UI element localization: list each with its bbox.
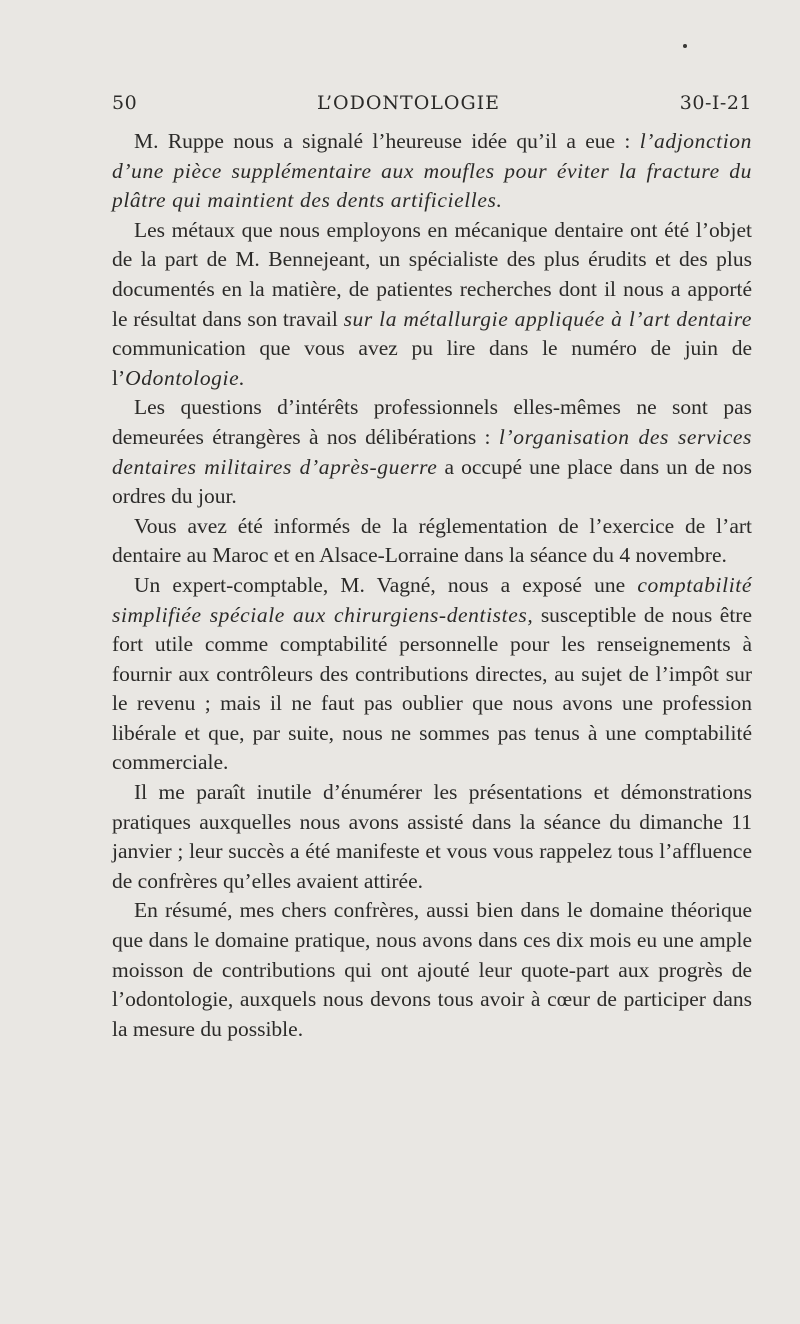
text-run: communication que vous avez pu lire dans le numéro de juin de l’ (112, 336, 752, 390)
running-header (112, 92, 752, 122)
article-body (112, 127, 752, 1044)
paragraph (112, 512, 752, 571)
text-run: susceptible de nous être fort utile comme comptabilité personnelle pour les renseignements à fournir aux contrôleurs des contributions directes, au sujet de l’impôt sur le revenu ; mais il ne faut pas oublier que nous avons une profession libérale et que, par suite, nous ne sommes pas tenus à une comptabilité commerciale. (112, 602, 752, 775)
italic-text-run: l’adjonction d’une pièce supplémentaire aux moufles pour éviter la fracture du plâtre qui maintient des dents artificielles. (112, 129, 752, 213)
text-run: Il me paraît inutile d’énumérer les présentations et démonstrations pratiques auxquelles nous avons assisté dans la séance du dimanche 11 janvier ; leur succès a été manifeste et vous vous rappelez tous l’affluence de confrères qu’elles avaient attirée. (112, 780, 752, 893)
paragraph (112, 896, 752, 1044)
text-run: Les questions d’intérêts professionnels elles-mêmes ne sont pas demeurées étrangères à nos délibérations : (112, 395, 752, 449)
issue-date: 30-I-21 (679, 92, 752, 114)
paragraph (112, 571, 752, 778)
text-run: M. Ruppe nous a signalé l’heureuse idée qu’il a eue : (134, 129, 640, 153)
italic-text-run: sur la métallurgie appliquée à l’art dentaire (343, 306, 753, 331)
paragraph (112, 216, 752, 394)
italic-text-run: l’organisation des services dentaires militaires d’après-guerre (112, 424, 752, 479)
page-number: 50 (112, 92, 138, 114)
journal-title: L’ODONTOLOGIE (316, 92, 501, 114)
text-run: En résumé, mes chers confrères, aussi bien dans le domaine théorique que dans le domaine pratique, nous avons dans ces dix mois eu une ample moisson de contributions qui ont ajouté leur quote-part aux progrès de l’odontologie, auxquels nous devons tous avoir à cœur de participer dans la mesure du possible. (112, 898, 752, 1041)
text-run: a occupé une place dans un de nos ordres du jour. (112, 454, 752, 509)
italic-text-run: Odontologie. (125, 365, 246, 390)
text-run: Un expert-comptable, M. Vagné, nous a exposé une (134, 572, 638, 597)
paragraph (112, 393, 752, 511)
text-run: Vous avez été informés de la réglementation de l’exercice de l’art dentaire au Maroc et en Alsace-Lorraine dans la séance du 4 novembre. (112, 513, 752, 568)
paragraph (112, 127, 752, 216)
ink-speck (683, 44, 687, 48)
paragraph (112, 778, 752, 896)
text-run: Les métaux que nous employons en mécanique dentaire ont été l’objet de la part de M. Bennejeant, un spécialiste des plus érudits et des plus documentés en la matière, de patientes recherches dont il nous a apporté le résultat dans son travail (112, 217, 752, 331)
italic-text-run: comptabilité simplifiée spéciale aux chirurgiens-dentistes, (112, 572, 752, 627)
